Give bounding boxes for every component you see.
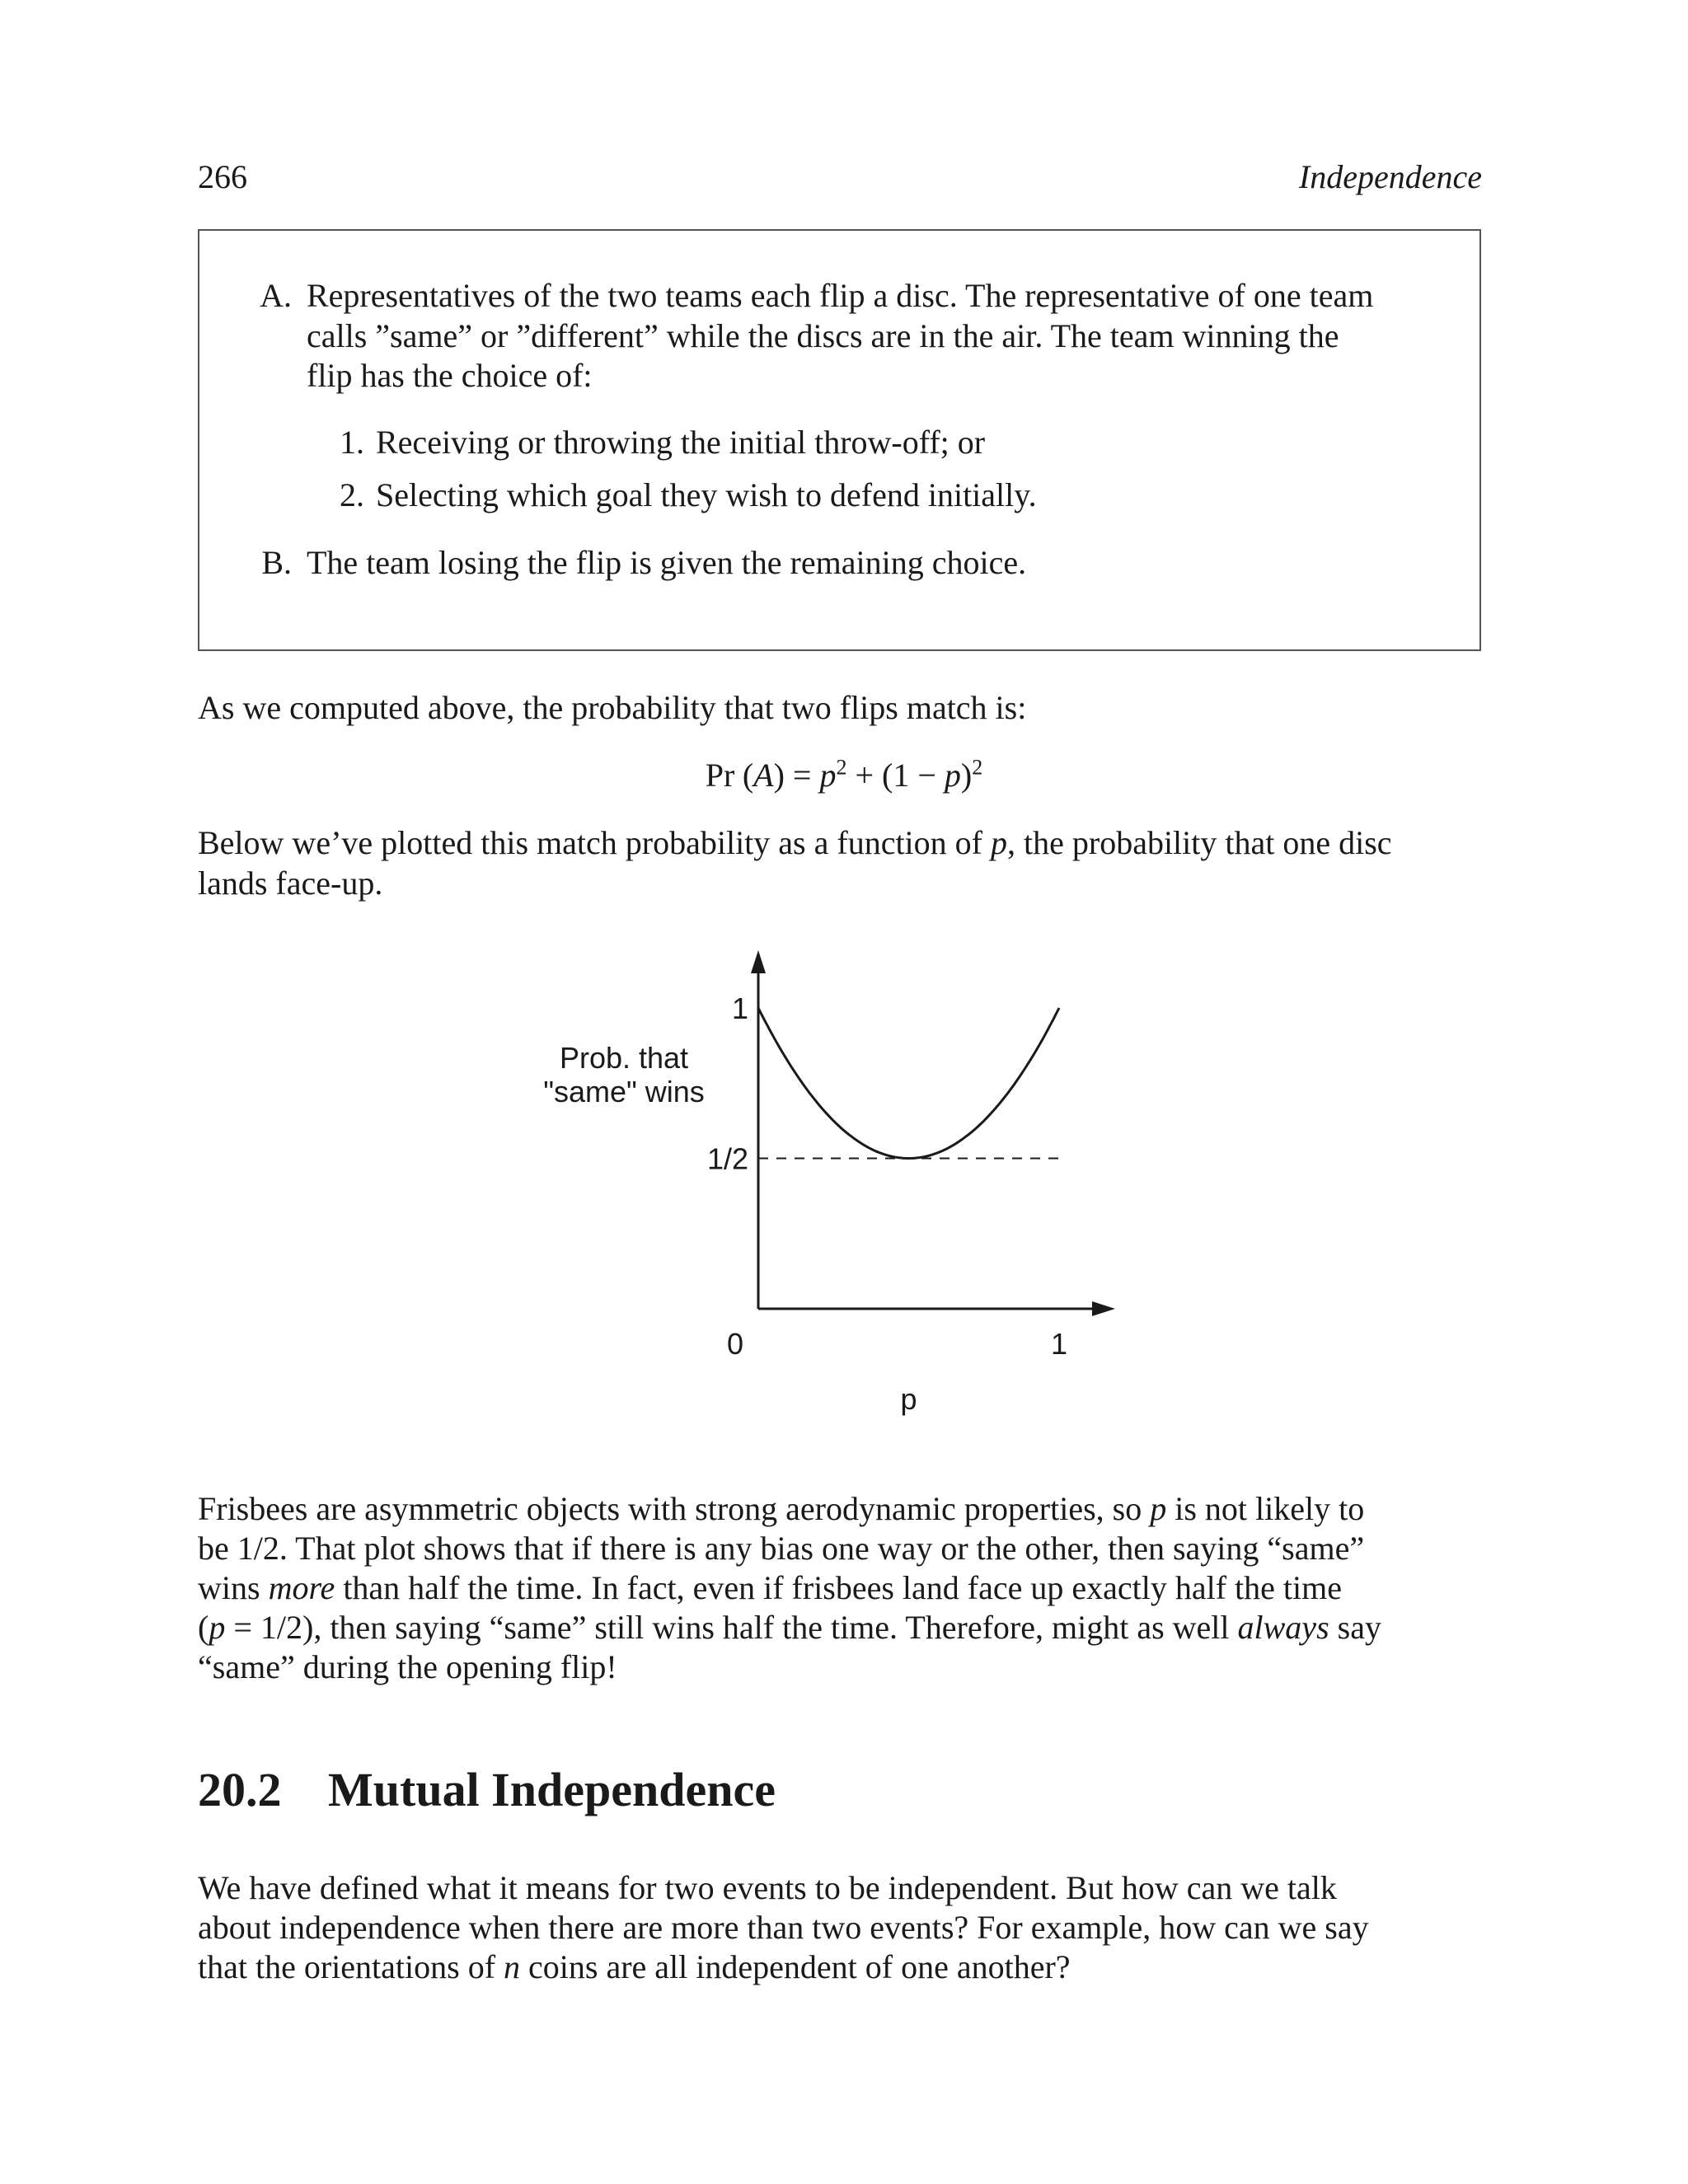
- running-title: Independence: [1298, 158, 1482, 195]
- subitem-1-text: Receiving or throwing the initial throw-off; or: [376, 424, 986, 461]
- section-number: 20.2: [198, 1763, 282, 1816]
- formula-close: ): [960, 757, 973, 794]
- formula-p: p: [819, 757, 837, 794]
- frisbee-l2-half: 1/2: [237, 1530, 279, 1567]
- frisbee-l3-pre: wins: [198, 1569, 269, 1606]
- formula-exp1: 2: [836, 755, 847, 780]
- intro-paragraph: As we computed above, the probability that two flips match is:: [198, 689, 1027, 726]
- section-heading: [198, 1764, 776, 1816]
- formula-equals: =: [784, 757, 820, 794]
- mutual-l3-var: n: [504, 1948, 521, 1985]
- subitem-2-number: 2.: [340, 476, 364, 513]
- formula-exp2: 2: [972, 755, 983, 780]
- match-probability-curve: [758, 1008, 1059, 1159]
- y-tick-label-half: 1/2: [706, 1141, 748, 1176]
- y-axis-label-line2: "same" wins: [543, 1075, 705, 1108]
- frisbee-l4-var: p: [209, 1609, 226, 1646]
- mutual-line1: We have defined what it means for two events to be independent. But how can we talk: [198, 1869, 1337, 1906]
- x-axis-arrowhead: [1092, 1301, 1115, 1316]
- plot-intro-post: , the probability that one disc: [1007, 824, 1392, 861]
- plot-intro-var: p: [991, 824, 1007, 861]
- subitem-1-number: 1.: [340, 424, 364, 461]
- rule-b-text: The team losing the flip is given the remaining choice.: [307, 544, 1027, 581]
- frisbee-l3-em: more: [268, 1569, 335, 1606]
- frisbee-line2: [198, 1528, 1481, 1568]
- frisbee-l2-post: . That plot shows that if there is any bias one way or the other, then saying “same”: [279, 1530, 1365, 1567]
- frisbee-line5: “same” during the opening flip!: [198, 1648, 617, 1685]
- section-title: Mutual Independence: [328, 1763, 776, 1816]
- chart-root: [543, 950, 1115, 1416]
- formula-p2: p: [944, 757, 961, 794]
- frisbee-l2-pre: be: [198, 1530, 237, 1567]
- x-tick-label-0: 0: [726, 1327, 744, 1361]
- mutual-l3-post: coins are all independent of one another?: [520, 1948, 1071, 1985]
- frisbee-l1-pre: Frisbees are asymmetric objects with strong aerodynamic properties, so: [198, 1490, 1151, 1527]
- y-axis-arrowhead: [751, 950, 766, 973]
- rule-a-line2: calls ”same” or ”different” while the discs are in the air. The team winning the: [307, 317, 1339, 354]
- plot-intro-line2: lands face-up.: [198, 865, 383, 902]
- mutual-line3: [198, 1947, 1481, 1987]
- frisbee-l4-end: say: [1329, 1609, 1381, 1646]
- frisbee-l1-var: p: [1150, 1490, 1167, 1527]
- y-tick-label-1: 1: [731, 991, 748, 1025]
- frisbee-l4-post: ), then saying “same” still wins half the time. Therefore, might as well: [302, 1609, 1238, 1646]
- rule-a-letter: A.: [260, 277, 292, 314]
- subitem-2-text: Selecting which goal they wish to defend initially.: [376, 476, 1037, 513]
- rule-a-line1: Representatives of the two teams each flip a disc. The representative of one team: [307, 277, 1374, 314]
- rule-b-letter: B.: [261, 544, 292, 581]
- frisbee-l4-em: always: [1237, 1609, 1329, 1646]
- plot-intro-pre: Below we’ve plotted this match probability as a function of: [198, 824, 991, 861]
- formula-lparen: (: [742, 757, 754, 794]
- mutual-l3-pre: that the orientations of: [198, 1948, 504, 1985]
- formula-pr: Pr: [705, 757, 735, 794]
- frisbee-line4: [198, 1607, 1481, 1647]
- rule-a-line3: flip has the choice of:: [307, 357, 593, 394]
- page-number: 266: [198, 158, 247, 195]
- frisbee-l4-pre: (: [198, 1609, 209, 1646]
- formula-event: A: [753, 757, 774, 794]
- formula-plus: + (1 −: [846, 757, 945, 794]
- frisbee-l3-post: than half the time. In fact, even if frisbees land face up exactly half the time: [335, 1569, 1343, 1606]
- mutual-line2: about independence when there are more than two events? For example, how can we say: [198, 1909, 1369, 1946]
- x-axis-label: p: [900, 1382, 917, 1416]
- frisbee-l4-eq: = 1/2: [225, 1609, 302, 1646]
- frisbee-l1-post: is not likely to: [1166, 1490, 1365, 1527]
- y-axis-label-line1: Prob. that: [559, 1041, 689, 1075]
- formula-rparen: ): [773, 757, 785, 794]
- frisbee-line1: [198, 1488, 1481, 1529]
- frisbee-line3: [198, 1568, 1481, 1608]
- x-tick-label-1: 1: [1050, 1327, 1068, 1361]
